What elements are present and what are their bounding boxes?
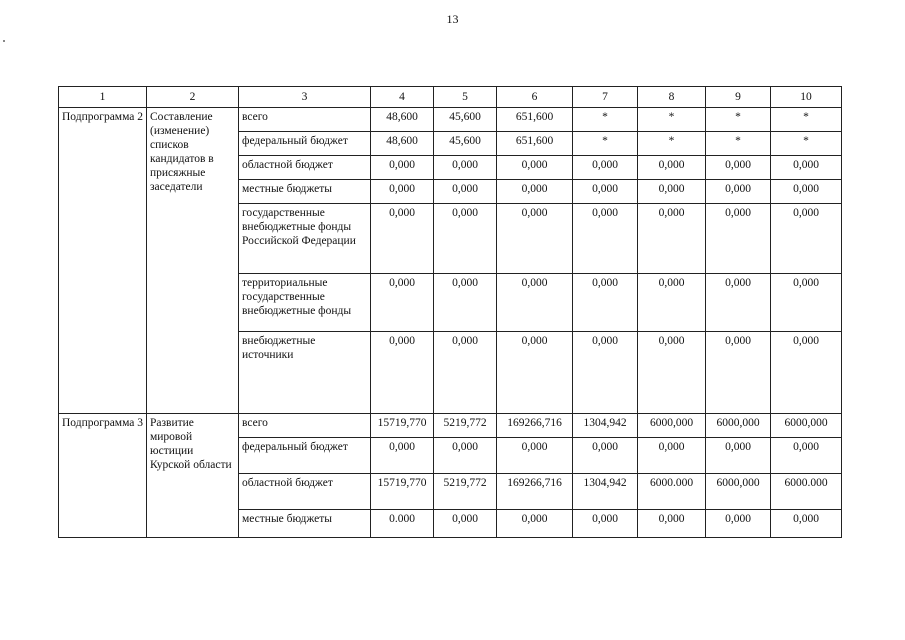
value-cell: 15719,770 <box>371 414 434 438</box>
funding-source: всего <box>239 108 371 132</box>
value-cell: 0,000 <box>638 180 706 204</box>
value-cell: * <box>638 108 706 132</box>
value-cell: 1304,942 <box>573 414 638 438</box>
funding-source: территориальные государственные внебюджетные фонды <box>239 274 371 332</box>
page-number: 13 <box>446 12 459 26</box>
funding-source: областной бюджет <box>239 474 371 510</box>
value-cell: 0,000 <box>497 180 573 204</box>
value-cell: 0,000 <box>573 438 638 474</box>
value-cell: 0,000 <box>371 438 434 474</box>
value-cell: 0,000 <box>434 438 497 474</box>
col-header-6: 6 <box>497 87 573 108</box>
value-cell: 0,000 <box>706 180 771 204</box>
value-cell: 169266,716 <box>497 414 573 438</box>
value-cell: * <box>638 132 706 156</box>
value-cell: 0,000 <box>706 510 771 538</box>
value-cell: 6000.000 <box>638 474 706 510</box>
value-cell: 651,600 <box>497 132 573 156</box>
value-cell: 0,000 <box>434 156 497 180</box>
value-cell: 0,000 <box>371 204 434 274</box>
value-cell: 0,000 <box>638 204 706 274</box>
col-header-8: 8 <box>638 87 706 108</box>
value-cell: 6000,000 <box>706 474 771 510</box>
value-cell: 0,000 <box>771 274 842 332</box>
col-header-2: 2 <box>147 87 239 108</box>
value-cell: 0,000 <box>434 274 497 332</box>
col-header-7: 7 <box>573 87 638 108</box>
value-cell: 48,600 <box>371 132 434 156</box>
value-cell: 0.000 <box>371 510 434 538</box>
value-cell: 0,000 <box>434 332 497 414</box>
table-row <box>59 108 842 132</box>
col-header-10: 10 <box>771 87 842 108</box>
budget-table <box>58 86 842 538</box>
funding-source: внебюджетные источники <box>239 332 371 414</box>
value-cell: 0,000 <box>371 180 434 204</box>
value-cell: 1304,942 <box>573 474 638 510</box>
value-cell: 15719,770 <box>371 474 434 510</box>
value-cell: 0,000 <box>573 274 638 332</box>
value-cell: 0,000 <box>497 274 573 332</box>
value-cell: 0,000 <box>771 510 842 538</box>
col-header-1: 1 <box>59 87 147 108</box>
value-cell: 45,600 <box>434 108 497 132</box>
value-cell: 0,000 <box>371 332 434 414</box>
value-cell: 0,000 <box>434 204 497 274</box>
value-cell: 0,000 <box>771 204 842 274</box>
value-cell: 0,000 <box>573 510 638 538</box>
value-cell: 0,000 <box>497 204 573 274</box>
funding-source: областной бюджет <box>239 156 371 180</box>
value-cell: 0,000 <box>434 180 497 204</box>
value-cell: 6000,000 <box>771 414 842 438</box>
value-cell: 0,000 <box>497 438 573 474</box>
funding-source: местные бюджеты <box>239 180 371 204</box>
value-cell: * <box>706 132 771 156</box>
col-header-4: 4 <box>371 87 434 108</box>
subprogram-name: Подпрограмма 2 <box>59 108 147 414</box>
value-cell: 5219,772 <box>434 474 497 510</box>
value-cell: 0,000 <box>771 332 842 414</box>
value-cell: 0,000 <box>573 180 638 204</box>
value-cell: 169266,716 <box>497 474 573 510</box>
value-cell: 6000,000 <box>638 414 706 438</box>
value-cell: 0,000 <box>434 510 497 538</box>
value-cell: 0,000 <box>706 332 771 414</box>
table-body <box>59 108 842 538</box>
value-cell: 651,600 <box>497 108 573 132</box>
col-header-5: 5 <box>434 87 497 108</box>
value-cell: 0,000 <box>638 332 706 414</box>
table-row <box>59 414 842 438</box>
value-cell: 0,000 <box>638 438 706 474</box>
value-cell: * <box>706 108 771 132</box>
value-cell: 45,600 <box>434 132 497 156</box>
value-cell: 5219,772 <box>434 414 497 438</box>
funding-source: государственные внебюджетные фонды Российской Федерации <box>239 204 371 274</box>
header-row <box>59 87 842 108</box>
value-cell: 6000.000 <box>771 474 842 510</box>
value-cell: 0,000 <box>638 274 706 332</box>
value-cell: * <box>573 132 638 156</box>
value-cell: 0,000 <box>706 438 771 474</box>
value-cell: * <box>771 132 842 156</box>
subprogram-name: Подпрограмма 3 <box>59 414 147 538</box>
activity-name: Развитие мировой юстиции Курской области <box>147 414 239 538</box>
funding-source: федеральный бюджет <box>239 438 371 474</box>
value-cell: 0,000 <box>573 204 638 274</box>
value-cell: 0,000 <box>638 510 706 538</box>
scan-artifact <box>3 40 5 42</box>
value-cell: 0,000 <box>706 156 771 180</box>
value-cell: 0,000 <box>497 510 573 538</box>
funding-source: местные бюджеты <box>239 510 371 538</box>
funding-source: всего <box>239 414 371 438</box>
value-cell: 0,000 <box>497 156 573 180</box>
value-cell: 0,000 <box>371 274 434 332</box>
value-cell: 0,000 <box>771 180 842 204</box>
value-cell: 0,000 <box>638 156 706 180</box>
activity-name: Составление (изменение) списков кандидатов в присяжные заседатели <box>147 108 239 414</box>
value-cell: 0,000 <box>771 156 842 180</box>
value-cell: 48,600 <box>371 108 434 132</box>
value-cell: * <box>771 108 842 132</box>
value-cell: 0,000 <box>371 156 434 180</box>
value-cell: 6000,000 <box>706 414 771 438</box>
col-header-9: 9 <box>706 87 771 108</box>
col-header-3: 3 <box>239 87 371 108</box>
value-cell: 0,000 <box>573 332 638 414</box>
value-cell: 0,000 <box>497 332 573 414</box>
value-cell: 0,000 <box>573 156 638 180</box>
value-cell: * <box>573 108 638 132</box>
value-cell: 0,000 <box>706 204 771 274</box>
value-cell: 0,000 <box>706 274 771 332</box>
value-cell: 0,000 <box>771 438 842 474</box>
funding-source: федеральный бюджет <box>239 132 371 156</box>
